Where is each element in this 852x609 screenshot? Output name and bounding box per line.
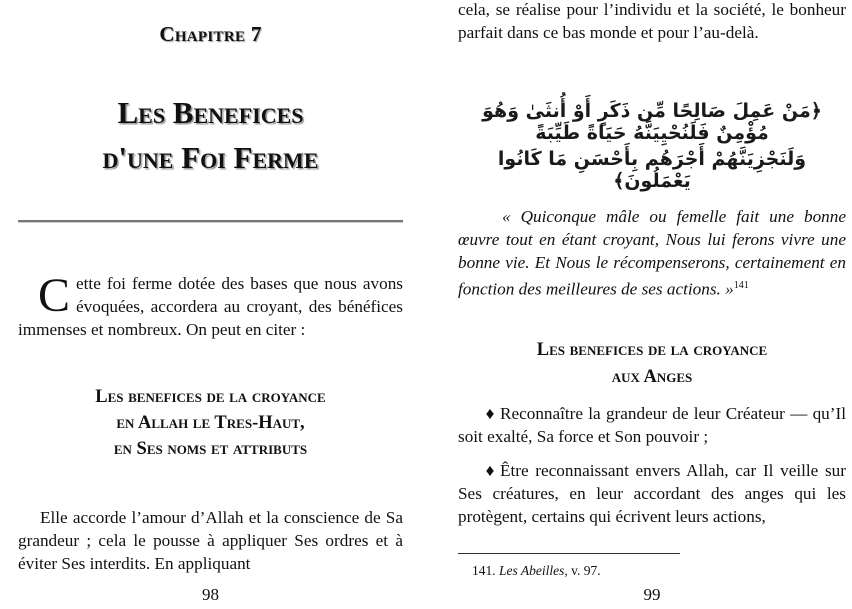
bullet-text: Reconnaître la grandeur de leur Créateur — qu’Il soit exalté, Sa force et Son pouvoir ; (458, 404, 846, 446)
chapter-title (18, 90, 403, 180)
bullet-text: Être reconnaissant envers Allah, car Il veille sur Ses créatures, en leur accordant des anges qui les protègent, certains qui écrivent leurs actions, (458, 461, 846, 526)
left-page (18, 0, 403, 609)
bullet-item (458, 402, 846, 448)
section-heading-angels (458, 337, 846, 391)
bullet-item (458, 459, 846, 528)
footnote-ref[interactable]: 141 (733, 280, 749, 291)
chapter-title-line1: Les Benefices (117, 95, 304, 130)
arabic-verse-line2: وَلَنَجْزِيَنَّهُمْ أَجْرَهُم بِأَحْسَنِ مَا كَانُوا يَعْمَلُونَ﴾ (497, 148, 807, 192)
intro-text: ette foi ferme dotée des bases que nous avons évoquées, accordera au croyant, des bénéfices immenses et nombreux. On peut en citer : (18, 274, 403, 339)
diamond-bullet-icon: ♦ (485, 461, 495, 480)
footnote-source: Les Abeilles (499, 563, 565, 578)
section-heading-line3: en Ses noms et attributs (113, 439, 308, 459)
section-heading-line1: Les benefices de la croyance (536, 340, 768, 360)
drop-cap: C (38, 269, 71, 322)
footnote-divider (458, 553, 680, 554)
diamond-bullet-icon: ♦ (485, 404, 495, 423)
right-page (458, 0, 846, 609)
verse-translation (458, 205, 846, 301)
continuation-paragraph: cela, se réalise pour l’individu et la société, le bonheur parfait dans ce bas monde et pour l’au-delà. (458, 0, 846, 42)
footnote-number: 141. (472, 563, 496, 578)
page-number-right: 99 (643, 585, 661, 604)
body-paragraph: Elle accorde l’amour d’Allah et la conscience de Sa grandeur ; cela le pousse à appliquer Ses ordres et à éviter Ses interdits. En appliquant (18, 508, 403, 573)
title-divider (18, 220, 403, 223)
section-heading-line2: en Allah le Tres-Haut, (116, 413, 305, 433)
footnote-rest: , v. 97. (564, 563, 601, 578)
chapter-label: Chapitre 7 (159, 22, 262, 46)
section-heading-line2: aux Anges (611, 367, 693, 387)
chapter-title-line2: d'une Foi Ferme (102, 140, 319, 175)
arabic-verse-line1: ﴿مَنْ عَمِلَ صَالِحًا مِّن ذَكَرٍ أَوْ أُنثَىٰ وَهُوَ مُؤْمِنٌ فَلَنُحْيِيَنَّهُ حَيَاةً طَيِّبَةً (482, 100, 822, 144)
intro-paragraph (18, 269, 403, 341)
section-heading-line1: Les benefices de la croyance (95, 387, 326, 407)
page-number-left: 98 (202, 585, 219, 604)
verse-translation-text: « Quiconque mâle ou femelle fait une bonne œuvre tout en étant croyant, Nous lui ferons vivre une bonne vie. Et Nous le récompenserons, certainement en fonction des meilleures de ses actions. » (458, 207, 846, 299)
footnote (472, 563, 601, 579)
section-heading-allah (18, 384, 403, 462)
